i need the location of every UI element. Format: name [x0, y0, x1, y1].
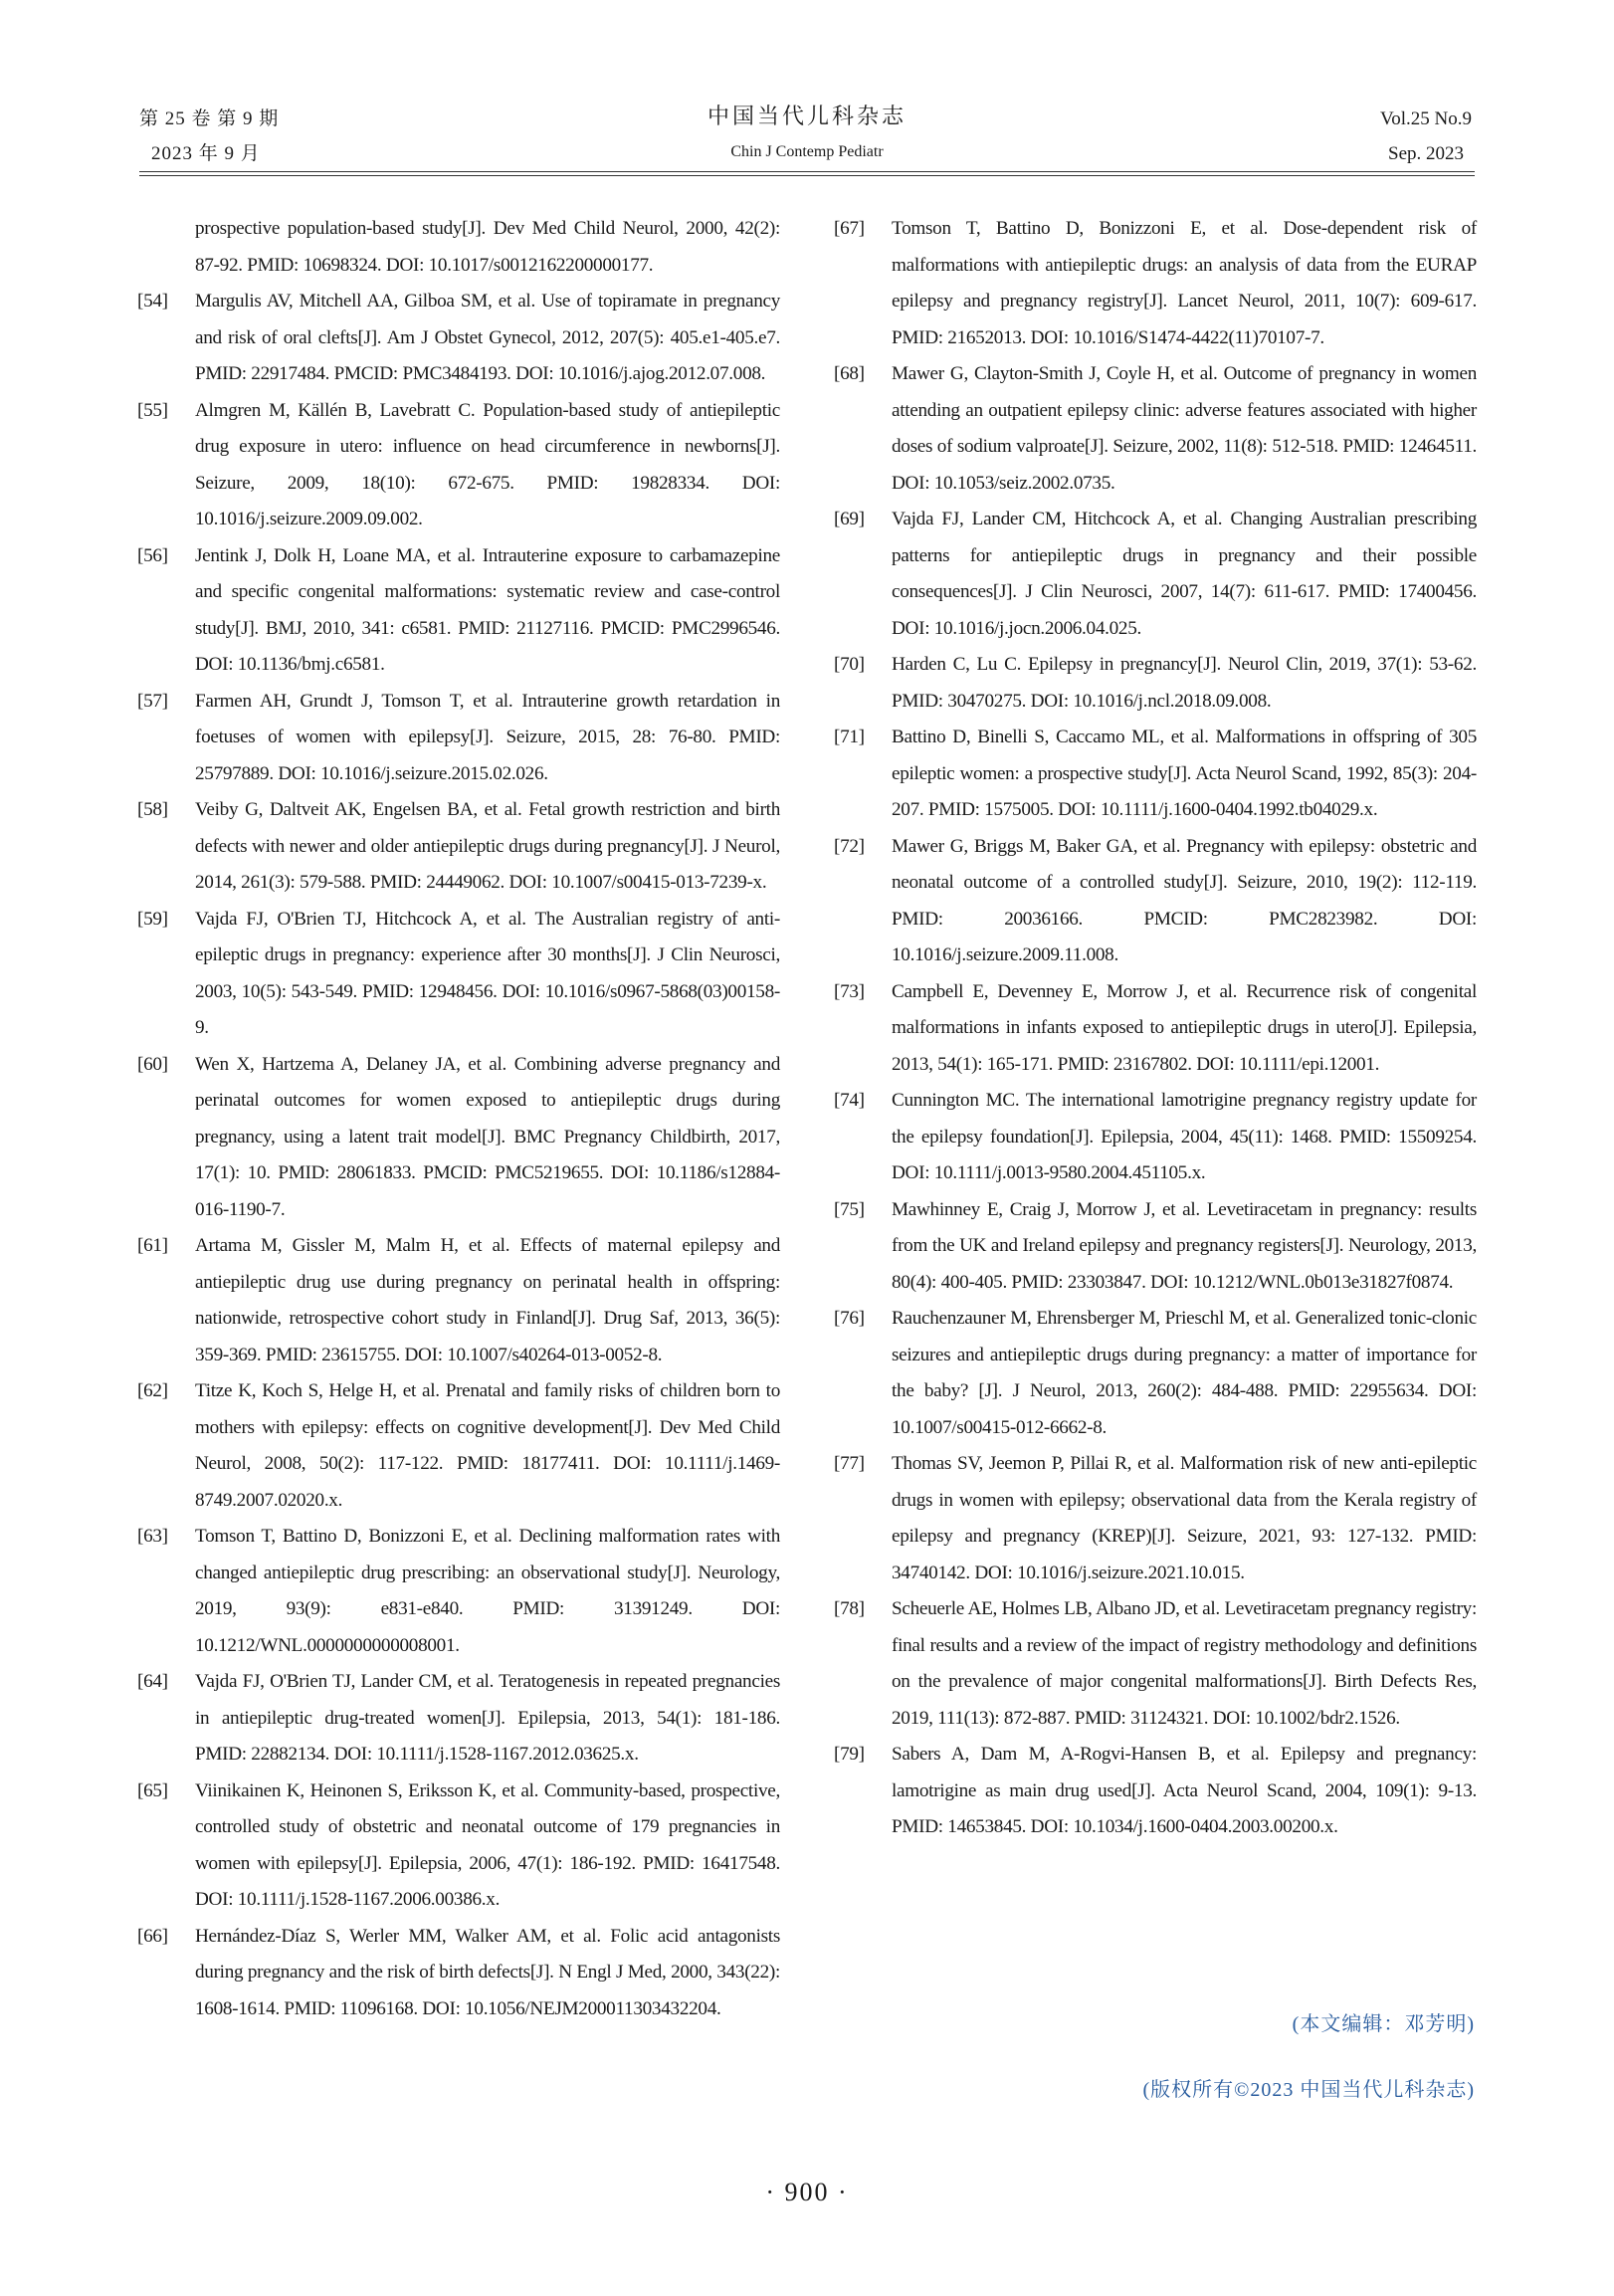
- header-rule-top: [139, 171, 1475, 172]
- reference-text: Hernández-Díaz S, Werler MM, Walker AM, et al. Folic acid antagonists during pregnancy and the risk of birth defects[J]. N Engl J Med, 2000, 343(22): 1608-1614. PMID: 11096168. DOI: 10.1056/NEJM200011303432204.: [195, 1925, 780, 2019]
- reference-entry: [834, 1192, 1477, 1302]
- reference-text: Sabers A, Dam M, A-Rogvi-Hansen B, et al. Epilepsy and pregnancy: lamotrigine as main drug used[J]. Acta Neurol Scand, 2004, 109(1): 9-13. PMID: 14653845. DOI: 10.1034/j.1600-0404.2003.00200.x.: [892, 1744, 1477, 1837]
- reference-entry: [137, 1228, 780, 1373]
- reference-entry: [834, 211, 1477, 356]
- reference-number: [61]: [137, 1235, 168, 1256]
- reference-text: Vajda FJ, O'Brien TJ, Lander CM, et al. Teratogenesis in repeated pregnancies in antiepileptic drug-treated women[J]. Epilepsia, 2013, 54(1): 181-186. PMID: 22882134. DOI: 10.1111/j.1528-1167.2012.03625.x.: [195, 1671, 780, 1765]
- reference-entry: [137, 393, 780, 538]
- reference-text: Wen X, Hartzema A, Delaney JA, et al. Combining adverse pregnancy and perinatal outcomes for women exposed to antiepileptic drugs during pregnancy, using a latent trait model[J]. BMC Pregnancy Childbirth, 2017, 17(1): 10. PMID: 28061833. PMCID: PMC5219655. DOI: 10.1186/s12884-016-1190-7.: [195, 1053, 780, 1220]
- reference-entry: [137, 792, 780, 902]
- reference-number: [63]: [137, 1526, 168, 1547]
- reference-text: Farmen AH, Grundt J, Tomson T, et al. Intrauterine growth retardation in foetuses of women with epilepsy[J]. Seizure, 2015, 28: 76-80. PMID: 25797889. DOI: 10.1016/j.seizure.2015.02.026.: [195, 690, 780, 784]
- reference-number: [66]: [137, 1925, 168, 1947]
- editor-note: (本文编辑：邓芳明): [1292, 2013, 1475, 2035]
- reference-entry: [137, 1664, 780, 1774]
- header-journal-en: Chin J Contemp Pediatr: [730, 143, 884, 160]
- reference-number: [56]: [137, 544, 168, 566]
- header-volume-cn: 第 25 卷 第 9 期: [139, 108, 280, 129]
- reference-entry: [834, 502, 1477, 647]
- reference-number: [76]: [834, 1308, 865, 1329]
- reference-list-left: [137, 284, 780, 2027]
- reference-entry: [137, 538, 780, 684]
- reference-number: [68]: [834, 363, 865, 384]
- reference-entry: [137, 1519, 780, 1664]
- reference-number: [74]: [834, 1090, 865, 1111]
- reference-text: Battino D, Binelli S, Caccamo ML, et al. Malformations in offspring of 305 epileptic women: a prospective study[J]. Acta Neurol Scand, 1992, 85(3): 204-207. PMID: 1575005. DOI: 10.1111/j.1600-0404.1992.tb04029.x.: [892, 727, 1477, 820]
- reference-number: [78]: [834, 1598, 865, 1619]
- reference-text: Jentink J, Dolk H, Loane MA, et al. Intrauterine exposure to carbamazepine and specific congenital malformations: systematic review and case-control study[J]. BMJ, 2010, 341: c6581. PMID: 21127116. PMCID: PMC2996546. DOI: 10.1136/bmj.c6581.: [195, 544, 780, 675]
- reference-number: [73]: [834, 980, 865, 1002]
- reference-entry: [137, 284, 780, 393]
- reference-text: Vajda FJ, O'Brien TJ, Hitchcock A, et al. The Australian registry of anti-epileptic drugs in pregnancy: experience after 30 months[J]. J Clin Neurosci, 2003, 10(5): 543-549. PMID: 12948456. DOI: 10.1016/s0967-5868(03)00158-9.: [195, 908, 780, 1038]
- reference-text: Rauchenzauner M, Ehrensberger M, Prieschl M, et al. Generalized tonic-clonic seizures and antiepileptic drugs during pregnancy: a matter of importance for the baby? [J]. J Neurol, 2013, 260(2): 484-488. PMID: 22955634. DOI: 10.1007/s00415-012-6662-8.: [892, 1308, 1477, 1438]
- references-left-column: [137, 211, 780, 2027]
- reference-continuation: prospective population-based study[J]. Dev Med Child Neurol, 2000, 42(2): 87-92. PMID: 10698324. DOI: 10.1017/s0012162200000177.: [195, 218, 780, 276]
- reference-text: Scheuerle AE, Holmes LB, Albano JD, et al. Levetiracetam pregnancy registry: final results and a review of the impact of registry methodology and definitions on the prevalence of major congenital malformations[J]. Birth Defects Res, 2019, 111(13): 872-887. PMID: 31124321. DOI: 10.1002/bdr2.1526.: [892, 1598, 1477, 1729]
- reference-number: [67]: [834, 218, 865, 239]
- reference-text: Artama M, Gissler M, Malm H, et al. Effects of maternal epilepsy and antiepileptic drug use during pregnancy on perinatal health in offspring: nationwide, retrospective cohort study in Finland[J]. Drug Saf, 2013, 36(5): 359-369. PMID: 23615755. DOI: 10.1007/s40264-013-0052-8.: [195, 1235, 780, 1365]
- reference-text: Mawhinney E, Craig J, Morrow J, et al. Levetiracetam in pregnancy: results from the UK and Ireland epilepsy and pregnancy registers[J]. Neurology, 2013, 80(4): 400-405. PMID: 23303847. DOI: 10.1212/WNL.0b013e31827f0874.: [892, 1198, 1477, 1293]
- reference-number: [59]: [137, 908, 168, 930]
- reference-entry: [834, 1591, 1477, 1737]
- reference-text: Viinikainen K, Heinonen S, Eriksson K, et al. Community-based, prospective, controlled study of obstetric and neonatal outcome of 179 pregnancies in women with epilepsy[J]. Epilepsia, 2006, 47(1): 186-192. PMID: 16417548. DOI: 10.1111/j.1528-1167.2006.00386.x.: [195, 1779, 780, 1910]
- reference-number: [70]: [834, 654, 865, 675]
- reference-text: Vajda FJ, Lander CM, Hitchcock A, et al. Changing Australian prescribing patterns for antiepileptic drugs in pregnancy and their possible consequences[J]. J Clin Neurosci, 2007, 14(7): 611-617. PMID: 17400456. DOI: 10.1016/j.jocn.2006.04.025.: [892, 509, 1477, 639]
- reference-text: Veiby G, Daltveit AK, Engelsen BA, et al. Fetal growth restriction and birth defects with newer and older antiepileptic drugs during pregnancy[J]. J Neurol, 2014, 261(3): 579-588. PMID: 24449062. DOI: 10.1007/s00415-013-7239-x.: [195, 799, 780, 893]
- reference-entry: [137, 1919, 780, 2028]
- header-journal-cn: 中国当代儿科杂志: [706, 104, 907, 128]
- reference-number: [54]: [137, 291, 168, 312]
- reference-text: Titze K, Koch S, Helge H, et al. Prenatal and family risks of children born to mothers with epilepsy: effects on cognitive development[J]. Dev Med Child Neurol, 2008, 50(2): 117-122. PMID: 18177411. DOI: 10.1111/j.1469-8749.2007.02020.x.: [195, 1380, 780, 1511]
- reference-list-right: [834, 211, 1477, 1846]
- reference-entry: [834, 647, 1477, 720]
- reference-entry: [137, 902, 780, 1047]
- reference-text: Campbell E, Devenney E, Morrow J, et al. Recurrence risk of congenital malformations in infants exposed to antiepileptic drugs in utero[J]. Epilepsia, 2013, 54(1): 165-171. PMID: 23167802. DOI: 10.1111/epi.12001.: [892, 980, 1477, 1075]
- reference-text: Mawer G, Briggs M, Baker GA, et al. Pregnancy with epilepsy: obstetric and neonatal outcome of a controlled study[J]. Seizure, 2010, 19(2): 112-119. PMID: 20036166. PMCID: PMC2823982. DOI: 10.1016/j.seizure.2009.11.008.: [892, 835, 1477, 965]
- reference-text: Cunnington MC. The international lamotrigine pregnancy registry update for the epilepsy foundation[J]. Epilepsia, 2004, 45(11): 1468. PMID: 15509254. DOI: 10.1111/j.0013-9580.2004.451105.x.: [892, 1090, 1477, 1183]
- reference-entry: [834, 974, 1477, 1084]
- reference-number: [62]: [137, 1380, 168, 1401]
- reference-entry: [137, 1047, 780, 1229]
- reference-entry: [137, 1774, 780, 1919]
- reference-text: Thomas SV, Jeemon P, Pillai R, et al. Malformation risk of new anti-epileptic drugs in women with epilepsy; observational data from the Kerala registry of epilepsy and pregnancy (KREP)[J]. Seizure, 2021, 93: 127-132. PMID: 34740142. DOI: 10.1016/j.seizure.2021.10.015.: [892, 1453, 1477, 1583]
- reference-number: [65]: [137, 1779, 168, 1801]
- reference-number: [58]: [137, 799, 168, 820]
- page-number: · 900 ·: [765, 2178, 849, 2206]
- reference-number: [69]: [834, 509, 865, 529]
- reference-number: [77]: [834, 1453, 865, 1474]
- reference-number: [75]: [834, 1198, 865, 1220]
- reference-entry: [834, 1446, 1477, 1591]
- reference-number: [57]: [137, 690, 168, 712]
- reference-text: Tomson T, Battino D, Bonizzoni E, et al. Dose-dependent risk of malformations with antiepileptic drugs: an analysis of data from the EURAP epilepsy and pregnancy registry[J]. Lancet Neurol, 2011, 10(7): 609-617. PMID: 21652013. DOI: 10.1016/S1474-4422(11)70107-7.: [892, 218, 1477, 348]
- reference-entry: [834, 1301, 1477, 1446]
- reference-number: [79]: [834, 1744, 865, 1765]
- reference-text: Tomson T, Battino D, Bonizzoni E, et al. Declining malformation rates with changed antiepileptic drug prescribing: an observational study[J]. Neurology, 2019, 93(9): e831-e840. PMID: 31391249. DOI: 10.1212/WNL.0000000000008001.: [195, 1526, 780, 1656]
- reference-text: Mawer G, Clayton-Smith J, Coyle H, et al. Outcome of pregnancy in women attending an outpatient epilepsy clinic: adverse features associated with higher doses of sodium valproate[J]. Seizure, 2002, 11(8): 512-518. PMID: 12464511. DOI: 10.1053/seiz.2002.0735.: [892, 363, 1477, 494]
- reference-entry: [137, 1373, 780, 1519]
- header-date-en: Sep. 2023: [1388, 143, 1464, 164]
- reference-entry: [834, 1083, 1477, 1192]
- reference-entry: [834, 829, 1477, 974]
- reference-entry: [834, 356, 1477, 502]
- reference-number: [72]: [834, 835, 865, 857]
- reference-text: Almgren M, Källén B, Lavebratt C. Population-based study of antiepileptic drug exposure in utero: influence on head circumference in newborns[J]. Seizure, 2009, 18(10): 672-675. PMID: 19828334. DOI: 10.1016/j.seizure.2009.09.002.: [195, 399, 780, 529]
- reference-number: [71]: [834, 727, 865, 747]
- reference-entry: [834, 720, 1477, 829]
- references-right-column: [834, 211, 1477, 1846]
- header-volume-en: Vol.25 No.9: [1379, 108, 1472, 129]
- header-date-cn: 2023 年 9 月: [151, 143, 261, 164]
- copyright-note: (版权所有©2023 中国当代儿科杂志): [1142, 2079, 1475, 2101]
- reference-number: [64]: [137, 1671, 168, 1692]
- reference-entry: [137, 684, 780, 793]
- reference-entry: [834, 1737, 1477, 1846]
- reference-number: [60]: [137, 1053, 168, 1075]
- reference-number: [55]: [137, 399, 168, 421]
- reference-text: Harden C, Lu C. Epilepsy in pregnancy[J]. Neurol Clin, 2019, 37(1): 53-62. PMID: 30470275. DOI: 10.1016/j.ncl.2018.09.008.: [892, 654, 1477, 712]
- header-rule-bottom: [139, 175, 1475, 176]
- reference-text: Margulis AV, Mitchell AA, Gilboa SM, et al. Use of topiramate in pregnancy and risk of oral clefts[J]. Am J Obstet Gynecol, 2012, 207(5): 405.e1-405.e7. PMID: 22917484. PMCID: PMC3484193. DOI: 10.1016/j.ajog.2012.07.008.: [195, 291, 780, 384]
